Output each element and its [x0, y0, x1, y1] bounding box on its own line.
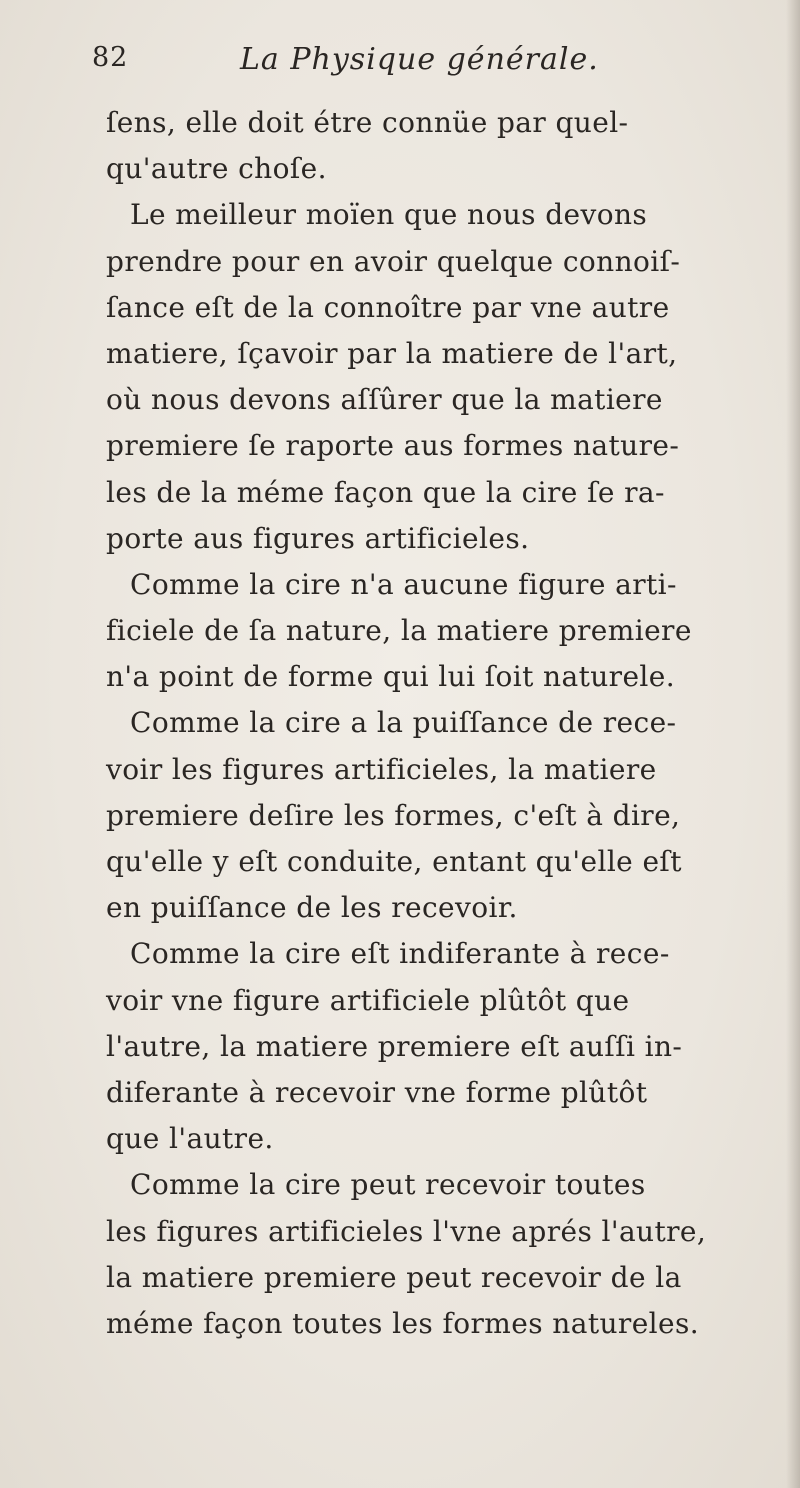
text-line: matiere, ſçavoir par la matiere de l'art,	[106, 336, 678, 370]
text-line: les de la méme façon que la cire ſe ra-	[106, 475, 665, 509]
text-line: voir vne figure artificiele plûtôt que	[106, 983, 630, 1017]
text-line: en puiſſance de les recevoir.	[106, 891, 518, 925]
page-edge-shadow	[786, 0, 800, 1488]
text-line: qu'elle y eſt conduite, entant qu'elle eſt	[106, 845, 682, 878]
text-line: les figures artificieles l'vne aprés l'autre,	[106, 1214, 707, 1248]
text-line: qu'autre choſe.	[106, 152, 327, 186]
text-line: voir les figures artificieles, la matiere	[106, 752, 657, 786]
text-line: Comme la cire peut recevoir toutes	[130, 1168, 646, 1202]
text-line: ſens, elle doit étre connüe par quel-	[106, 106, 629, 139]
text-line: Comme la cire n'a aucune figure arti-	[130, 567, 677, 601]
page-header	[92, 42, 712, 92]
text-line: la matiere premiere peut recevoir de la	[106, 1260, 682, 1294]
text-line: n'a point de forme qui lui ſoit naturele.	[106, 660, 676, 694]
text-line: méme façon toutes les formes natureles.	[106, 1306, 700, 1340]
text-line: où nous devons aſſûrer que la matiere	[106, 383, 663, 417]
page-number: 82	[92, 42, 129, 73]
text-line: prendre pour en avoir quelque connoiſ-	[106, 244, 681, 278]
text-line: diferante à recevoir vne forme plûtôt	[106, 1075, 648, 1109]
text-line: premiere ſe raporte aus formes nature-	[106, 429, 680, 463]
text-line: Comme la cire eſt indiferante à rece-	[130, 937, 670, 971]
text-line: Comme la cire a la puiſſance de rece-	[130, 706, 677, 740]
text-line: premiere deſire les formes, c'eſt à dire,	[106, 798, 681, 832]
body-text	[106, 100, 786, 1347]
running-title: La Physique générale.	[240, 42, 599, 77]
text-line: porte aus figures artificieles.	[106, 521, 530, 555]
text-line: l'autre, la matiere premiere eſt auſſi in-	[106, 1029, 683, 1063]
text-line: ficiele de ſa nature, la matiere premiere	[106, 614, 692, 648]
text-line: ſance eſt de la connoître par vne autre	[106, 290, 670, 324]
text-line: que l'autre.	[106, 1122, 274, 1156]
text-line: Le meilleur moïen que nous devons	[130, 198, 648, 232]
